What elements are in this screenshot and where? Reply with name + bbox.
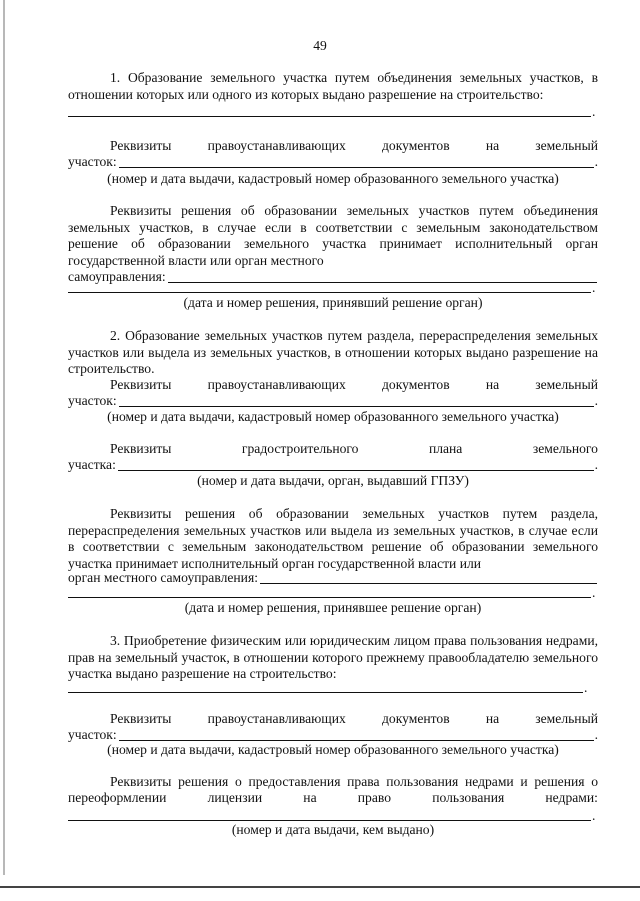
word: правоустанавливающих <box>207 138 346 153</box>
section-1-blank-line[interactable] <box>68 116 591 117</box>
s1-decision-field <box>68 269 598 286</box>
s2-rights-field <box>68 393 598 410</box>
period: . <box>592 280 596 295</box>
word: земельный <box>535 377 598 392</box>
period: . <box>594 457 598 472</box>
s3-license-caption: (номер и дата выдачи, кем выдано) <box>231 822 435 837</box>
word: Реквизиты <box>110 138 172 153</box>
s2-rights-caption: (номер и дата выдачи, кадастровый номер образованного земельного участка) <box>107 409 559 424</box>
page-number: 49 <box>313 38 327 53</box>
word: лицензии <box>207 790 263 805</box>
section-3-blank-line[interactable] <box>68 692 583 693</box>
word: на <box>485 138 500 153</box>
s3-license-input-line[interactable] <box>68 820 591 821</box>
s2-rights-label <box>68 377 598 394</box>
word: на <box>485 711 500 726</box>
word: право <box>357 790 392 805</box>
word: плана <box>428 441 463 456</box>
word: Реквизиты <box>110 377 172 392</box>
s1-decision-input-line-2[interactable] <box>68 292 591 293</box>
word: недрами: <box>545 790 598 805</box>
s2-gpzu-label <box>68 441 598 458</box>
word: градостроительного <box>241 441 359 456</box>
section-1-intro: 1. Образование земельного участка путем объединения земельных участков, в отношении которых или одного из которых выдано разрешение на строительство: <box>68 70 598 102</box>
s2-rights-input-line[interactable] <box>119 405 594 407</box>
word: земельный <box>535 138 598 153</box>
s3-rights-label <box>68 711 598 728</box>
s3-rights-caption: (номер и дата выдачи, кадастровый номер образованного земельного участка) <box>107 742 559 757</box>
s2-decision-input-line[interactable] <box>260 582 597 584</box>
s1-decision-input-line[interactable] <box>168 281 597 283</box>
s3-license-line-2 <box>68 790 598 807</box>
field-label: участок: <box>68 727 117 742</box>
word: документов <box>382 711 450 726</box>
word: земельный <box>535 711 598 726</box>
s1-decision-caption: (дата и номер решения, принявший решение орган) <box>183 295 483 310</box>
s3-rights-input-line[interactable] <box>119 739 594 741</box>
period: . <box>594 393 598 408</box>
word: земельного <box>532 441 598 456</box>
period: . <box>594 154 598 169</box>
word: Реквизиты <box>110 711 172 726</box>
field-label: участка: <box>68 457 116 472</box>
word: документов <box>382 377 450 392</box>
period: . <box>592 104 596 119</box>
s2-decision-input-line-2[interactable] <box>68 597 591 598</box>
s1-rights-field <box>68 154 598 171</box>
field-label: самоуправления: <box>68 269 166 284</box>
scan-bottom-edge <box>0 886 640 888</box>
s2-decision-text: Реквизиты решения об образовании земельных участков путем раздела, перераспределения земельных участков или выдела из земельных участков, в случае если в соответствии с земельным законодательством решение об образовании земельного участка принимает исполнительный орган государственной власти или <box>68 506 598 571</box>
s3-license-line-1: Реквизиты решения о предоставления права пользования недрами и решения о <box>110 774 598 789</box>
period: . <box>592 585 596 600</box>
s2-decision-caption: (дата и номер решения, принявшее решение орган) <box>184 600 482 615</box>
word: пользования <box>432 790 505 805</box>
word: Реквизиты <box>110 441 172 456</box>
s1-decision-text: Реквизиты решения об образовании земельных участков путем объединения земельных участков, в случае если в соответствии с земельным законодательством решение об образовании земельного участка принимает исполнительный орган государственной власти или орган местного <box>68 203 598 268</box>
section-2-intro: 2. Образование земельных участков путем раздела, перераспределения земельных участков или выдела из земельных участков, в отношении которых выдано разрешение на строительство. <box>68 328 598 376</box>
word: переоформлении <box>68 790 167 805</box>
word: правоустанавливающих <box>207 711 346 726</box>
word: документов <box>382 138 450 153</box>
field-label: орган местного самоуправления: <box>68 570 258 585</box>
s2-gpzu-input-line[interactable] <box>118 469 594 471</box>
period: . <box>594 727 598 742</box>
field-label: участок: <box>68 154 117 169</box>
word: на <box>303 790 317 805</box>
field-label: участок: <box>68 393 117 408</box>
word: на <box>485 377 500 392</box>
s1-rights-caption: (номер и дата выдачи, кадастровый номер образованного земельного участка) <box>107 171 559 186</box>
scan-left-edge <box>3 0 5 875</box>
s2-gpzu-caption: (номер и дата выдачи, орган, выдавший ГПЗУ) <box>197 473 469 488</box>
s2-decision-field <box>68 570 598 587</box>
s1-rights-input-line[interactable] <box>119 166 594 168</box>
word: правоустанавливающих <box>207 377 346 392</box>
s2-gpzu-field <box>68 457 598 474</box>
period: . <box>592 808 596 823</box>
s1-rights-label <box>68 138 598 155</box>
section-3-intro: 3. Приобретение физическим или юридическим лицом права пользования недрами, прав на земельный участок, в отношении которого прежнему правообладателю земельного участка выдано разрешение на строительство: <box>68 633 598 681</box>
period: . <box>584 680 588 695</box>
